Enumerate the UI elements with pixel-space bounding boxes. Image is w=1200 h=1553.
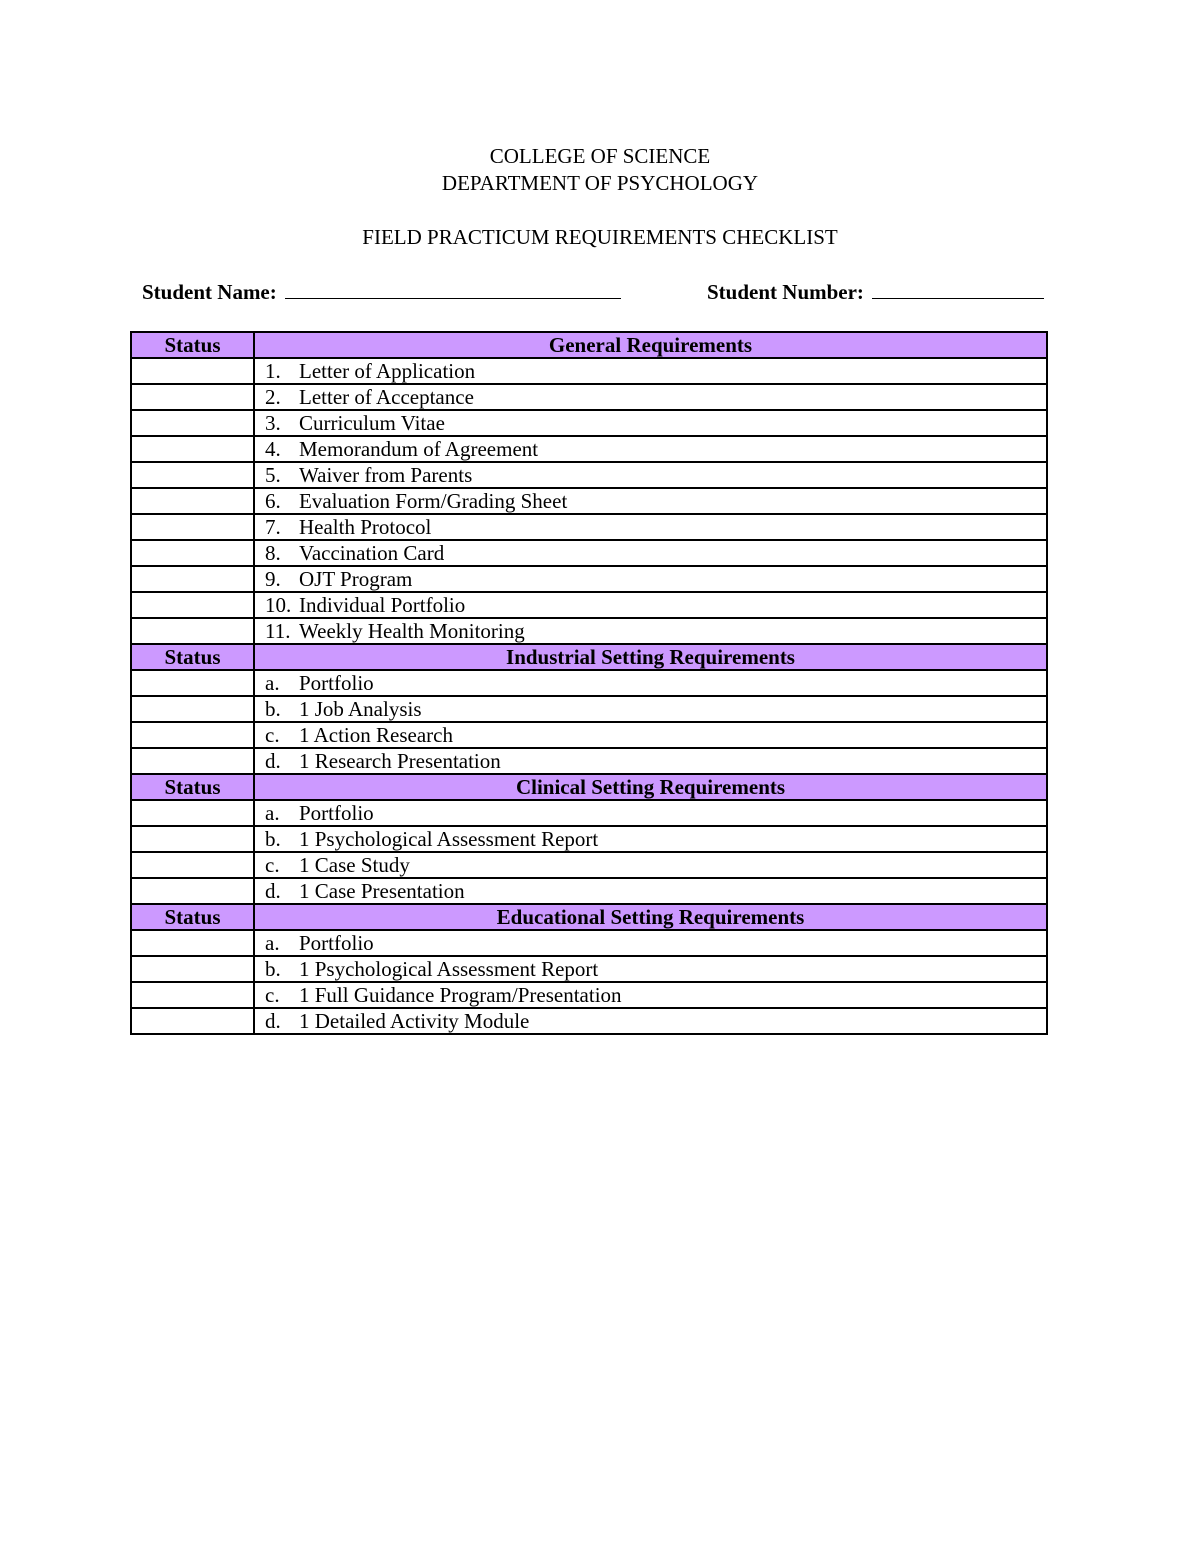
requirement-text: 1 Detailed Activity Module xyxy=(299,1009,530,1033)
status-cell[interactable] xyxy=(131,358,254,384)
requirement-text: 1 Case Study xyxy=(299,853,410,877)
status-cell[interactable] xyxy=(131,436,254,462)
department-heading: DEPARTMENT OF PSYCHOLOGY xyxy=(441,171,759,195)
requirement-text: 1 Full Guidance Program/Presentation xyxy=(299,983,622,1007)
status-cell[interactable] xyxy=(131,670,254,696)
status-column-header: Status xyxy=(131,644,254,670)
requirement-text: 1 Case Presentation xyxy=(299,879,465,903)
requirement-row xyxy=(131,696,1047,722)
status-cell[interactable] xyxy=(131,566,254,592)
requirement-row xyxy=(131,592,1047,618)
status-cell[interactable] xyxy=(131,878,254,904)
requirement-item xyxy=(254,878,1047,904)
requirement-number: 2. xyxy=(265,385,281,409)
requirement-row xyxy=(131,358,1047,384)
requirement-text: 1 Action Research xyxy=(299,723,453,747)
requirement-number: 6. xyxy=(265,489,281,513)
requirement-text: Portfolio xyxy=(299,931,374,955)
requirement-text: 1 Psychological Assessment Report xyxy=(299,957,599,981)
requirement-number: 10. xyxy=(265,593,292,617)
requirement-number: c. xyxy=(265,983,280,1007)
requirement-item xyxy=(254,540,1047,566)
requirement-row xyxy=(131,930,1047,956)
requirement-item xyxy=(254,826,1047,852)
section-title: Clinical Setting Requirements xyxy=(254,774,1047,800)
student-name-blank[interactable] xyxy=(285,278,621,299)
requirement-item xyxy=(254,566,1047,592)
status-cell[interactable] xyxy=(131,930,254,956)
section-title: General Requirements xyxy=(254,332,1047,358)
requirement-number: 5. xyxy=(265,463,281,487)
requirement-row xyxy=(131,748,1047,774)
requirement-number: d. xyxy=(265,1009,281,1033)
requirement-item xyxy=(254,748,1047,774)
requirement-row xyxy=(131,540,1047,566)
status-cell[interactable] xyxy=(131,618,254,644)
requirement-number: 11. xyxy=(265,619,291,643)
requirement-item xyxy=(254,722,1047,748)
section-header-row xyxy=(131,904,1047,930)
requirement-text: Portfolio xyxy=(299,801,374,825)
section-title: Industrial Setting Requirements xyxy=(254,644,1047,670)
requirement-number: a. xyxy=(265,931,280,955)
requirement-text: Evaluation Form/Grading Sheet xyxy=(299,489,568,513)
requirement-number: b. xyxy=(265,827,281,851)
requirement-number: c. xyxy=(265,723,280,747)
requirement-text: Memorandum of Agreement xyxy=(299,437,539,461)
requirement-number: b. xyxy=(265,697,281,721)
requirement-item xyxy=(254,800,1047,826)
requirement-row xyxy=(131,436,1047,462)
requirement-row xyxy=(131,488,1047,514)
student-number-label: Student Number: xyxy=(707,280,864,304)
requirement-number: a. xyxy=(265,801,280,825)
requirement-number: 8. xyxy=(265,541,281,565)
requirement-item xyxy=(254,410,1047,436)
section-title: Educational Setting Requirements xyxy=(254,904,1047,930)
requirement-text: OJT Program xyxy=(299,567,413,591)
status-column-header: Status xyxy=(131,904,254,930)
requirement-number: 7. xyxy=(265,515,281,539)
status-cell[interactable] xyxy=(131,722,254,748)
requirement-row xyxy=(131,618,1047,644)
requirement-number: c. xyxy=(265,853,280,877)
requirement-item xyxy=(254,618,1047,644)
requirement-row xyxy=(131,982,1047,1008)
requirement-row xyxy=(131,826,1047,852)
status-cell[interactable] xyxy=(131,696,254,722)
requirement-text: Weekly Health Monitoring xyxy=(299,619,525,643)
requirement-item xyxy=(254,488,1047,514)
requirement-row xyxy=(131,410,1047,436)
requirement-item xyxy=(254,930,1047,956)
requirement-item xyxy=(254,1008,1047,1034)
requirement-text: Portfolio xyxy=(299,671,374,695)
section-header-row xyxy=(131,332,1047,358)
requirements-checklist-table xyxy=(130,331,1048,1035)
status-cell[interactable] xyxy=(131,384,254,410)
requirement-number: b. xyxy=(265,957,281,981)
requirement-row xyxy=(131,878,1047,904)
status-cell[interactable] xyxy=(131,956,254,982)
status-cell[interactable] xyxy=(131,748,254,774)
student-number-field xyxy=(707,278,1044,306)
requirement-number: 9. xyxy=(265,567,281,591)
requirement-number: 3. xyxy=(265,411,281,435)
requirement-item xyxy=(254,852,1047,878)
college-heading: COLLEGE OF SCIENCE xyxy=(489,144,711,168)
requirement-row xyxy=(131,722,1047,748)
requirement-text: Health Protocol xyxy=(299,515,432,539)
section-header-row xyxy=(131,644,1047,670)
requirement-number: 1. xyxy=(265,359,281,383)
document-title: FIELD PRACTICUM REQUIREMENTS CHECKLIST xyxy=(362,225,838,249)
requirement-text: Letter of Application xyxy=(299,359,476,383)
requirement-text: 1 Psychological Assessment Report xyxy=(299,827,599,851)
status-column-header: Status xyxy=(131,332,254,358)
requirement-item xyxy=(254,956,1047,982)
requirement-text: Letter of Acceptance xyxy=(299,385,474,409)
requirement-text: Individual Portfolio xyxy=(299,593,466,617)
status-cell[interactable] xyxy=(131,410,254,436)
requirement-row xyxy=(131,566,1047,592)
requirement-text: Curriculum Vitae xyxy=(299,411,445,435)
requirement-row xyxy=(131,956,1047,982)
requirement-row xyxy=(131,1008,1047,1034)
section-header-row xyxy=(131,774,1047,800)
status-cell[interactable] xyxy=(131,1008,254,1034)
requirement-item xyxy=(254,462,1047,488)
requirement-item xyxy=(254,514,1047,540)
requirement-item xyxy=(254,982,1047,1008)
student-number-blank[interactable] xyxy=(872,278,1044,299)
requirement-item xyxy=(254,696,1047,722)
requirement-row xyxy=(131,514,1047,540)
status-cell[interactable] xyxy=(131,852,254,878)
requirement-text: 1 Job Analysis xyxy=(299,697,422,721)
status-cell[interactable] xyxy=(131,488,254,514)
requirement-row xyxy=(131,462,1047,488)
requirement-row xyxy=(131,800,1047,826)
student-name-field xyxy=(142,278,621,306)
requirement-row xyxy=(131,670,1047,696)
status-cell[interactable] xyxy=(131,514,254,540)
status-cell[interactable] xyxy=(131,826,254,852)
status-column-header: Status xyxy=(131,774,254,800)
requirement-text: 1 Research Presentation xyxy=(299,749,501,773)
requirement-number: a. xyxy=(265,671,280,695)
status-cell[interactable] xyxy=(131,800,254,826)
status-cell[interactable] xyxy=(131,540,254,566)
requirement-item xyxy=(254,436,1047,462)
requirement-item xyxy=(254,592,1047,618)
requirement-item xyxy=(254,670,1047,696)
status-cell[interactable] xyxy=(131,982,254,1008)
requirement-text: Vaccination Card xyxy=(299,541,445,565)
student-name-label: Student Name: xyxy=(142,280,277,304)
requirement-number: d. xyxy=(265,879,281,903)
status-cell[interactable] xyxy=(131,462,254,488)
status-cell[interactable] xyxy=(131,592,254,618)
requirement-text: Waiver from Parents xyxy=(299,463,473,487)
requirement-row xyxy=(131,852,1047,878)
requirement-number: 4. xyxy=(265,437,281,461)
requirement-row xyxy=(131,384,1047,410)
requirement-item xyxy=(254,358,1047,384)
requirement-number: d. xyxy=(265,749,281,773)
requirement-item xyxy=(254,384,1047,410)
